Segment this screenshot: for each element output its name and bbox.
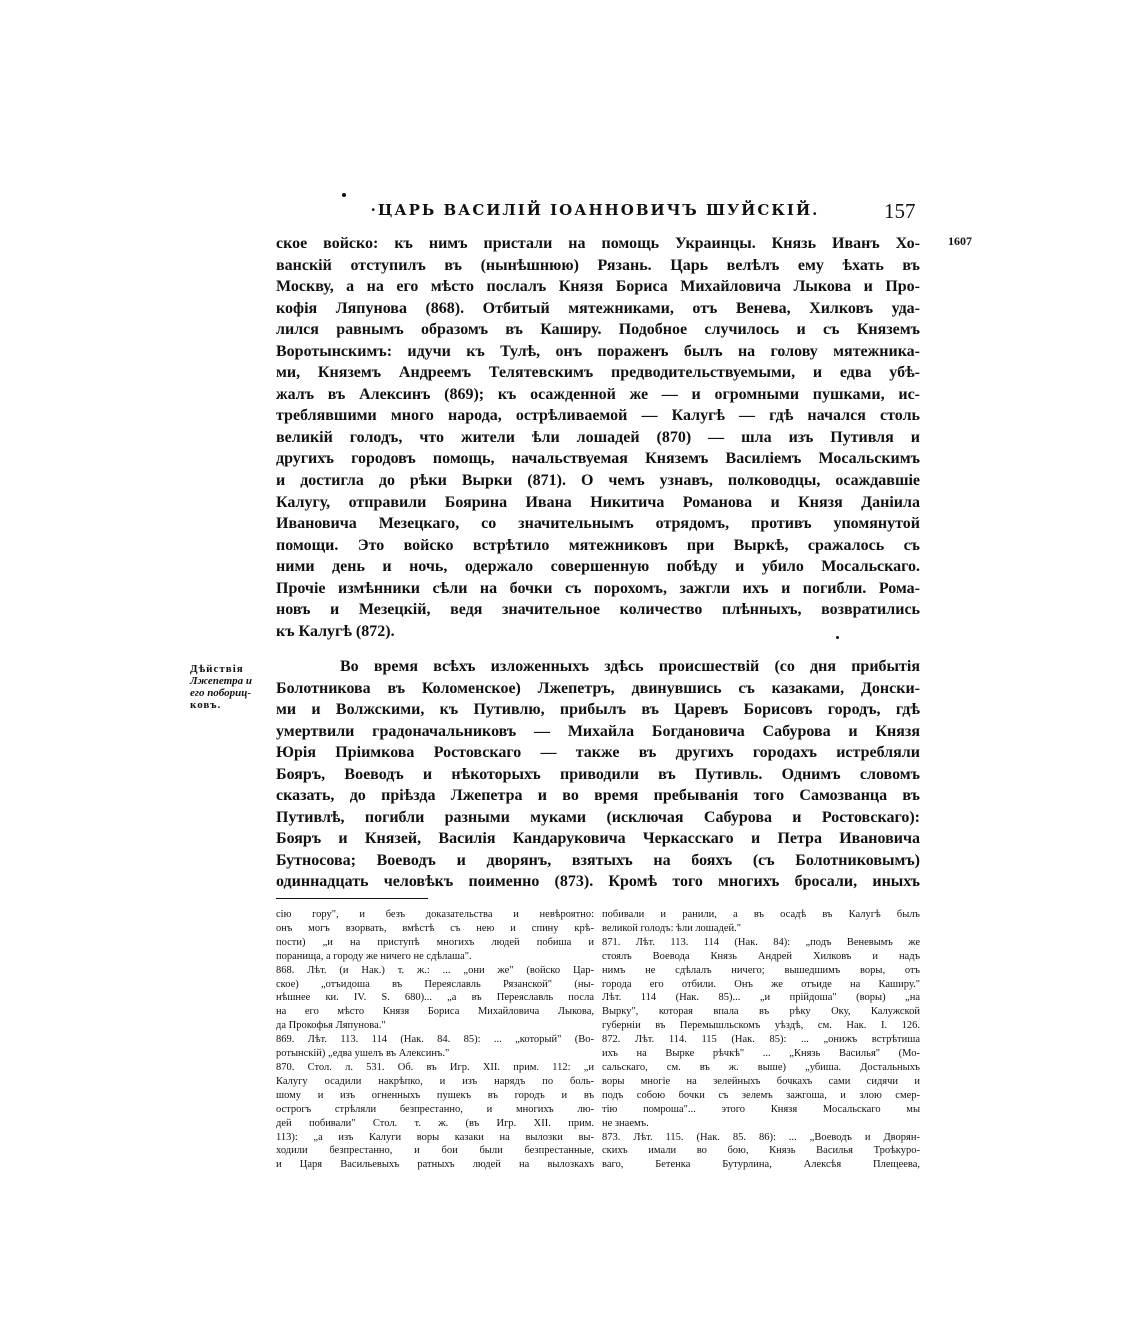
text-line: и достигла до рѣки Вырки (871). О чемъ узнавъ, полководцы, осаждавшіе bbox=[276, 472, 920, 490]
text-line: великій голодъ, что жители ѣли лошадей (870) — шла изъ Путивля и bbox=[276, 428, 920, 446]
footnote-line: 870. Стол. л. 531. Об. въ Игр. XII. прим. 112: „и bbox=[276, 1061, 594, 1073]
text-line: Юрія Пріимкова Ростовскаго — также въ другихъ городахъ истребляли bbox=[276, 744, 920, 762]
text-line: помощи. Это войско встрѣтило мятежниковъ при Выркѣ, сражалось съ bbox=[276, 536, 920, 554]
text-line: Бутносова; Воеводъ и дворянъ, взятыхъ на бояхъ (съ Болотниковымъ) bbox=[276, 851, 920, 869]
ink-dot bbox=[342, 193, 346, 197]
footnote-line: Калугу осадили накрѣпко, и изъ нарядъ по боль- bbox=[276, 1075, 594, 1087]
text-line: другихъ городовъ помощь, начальствуемая Княземъ Василіемъ Мосальскимъ bbox=[276, 450, 920, 468]
footnotes-right-column bbox=[602, 908, 920, 1172]
side-note-line: ковъ. bbox=[190, 699, 222, 711]
footnote-line: сію гору", и безъ доказательства и невѣроятно: bbox=[276, 909, 594, 920]
side-note bbox=[190, 663, 272, 711]
text-line: треблявшими много народа, острѣливаемой — Калугѣ — гдѣ начался столь bbox=[276, 407, 920, 425]
footnote-line: ихъ на Вырке рѣчкѣ" ... „Князь Василья" (Мо- bbox=[602, 1048, 920, 1060]
footnote-line: 873. Лѣт. 115. (Нак. 85. 86): ... „Воеводъ и Дворян- bbox=[602, 1131, 920, 1143]
text-line: Москву, а на его мѣсто послалъ Князя Бориса Михайловича Лыкова и Про- bbox=[276, 278, 920, 296]
text-line: Путивлѣ, погибли разными муками (исключая Сабурова и Ростовскаго): bbox=[276, 808, 920, 826]
footnote-line: Лѣт. 114 (Нак. 85)... „и прійдоша" (воры) „на bbox=[602, 992, 920, 1004]
text-line: ми и Волжскими, къ Путивлю, прибылъ въ Царевъ Борисовъ городъ, гдѣ bbox=[276, 701, 920, 719]
footnote-line: нимъ не сдѣлалъ ничего; вышедшимъ воры, отъ bbox=[602, 964, 920, 976]
footnote-line: великой голодъ: ѣли лошадей." bbox=[602, 922, 742, 934]
text-line: Прочіе измѣнники сѣли на бочки съ порохомъ, зажгли ихъ и погибли. Рома- bbox=[276, 579, 920, 597]
footnote-line: тію помроша"... этого Князя Мосальскаго мы bbox=[602, 1103, 920, 1115]
text-line: Воротынскимъ: идучи къ Тулѣ, онъ пораженъ былъ на голову мятежника- bbox=[276, 342, 920, 360]
text-line: Бояръ и Князей, Василія Кандаруковича Черкасскаго и Петра Ивановича bbox=[276, 830, 920, 848]
text-line: ми, Княземъ Андреемъ Телятевскимъ предводительствуемыми, и едва убѣ- bbox=[276, 364, 920, 382]
text-line: Калугу, отправили Боярина Ивана Никитича Романова и Князя Даніила bbox=[276, 493, 920, 511]
text-line: Ивановича Мезецкаго, со значительнымъ отрядомъ, противъ упомянутой bbox=[276, 515, 920, 533]
text-line: умертвили градоначальниковъ — Михайла Богдановича Сабурова и Князя bbox=[276, 722, 920, 740]
footnote-line: 113): „а изъ Калуги воры казаки на вылозки вы- bbox=[276, 1131, 594, 1143]
text-line: ское войско: къ нимъ пристали на помощь Украинцы. Князь Иванъ Хо- bbox=[276, 235, 920, 252]
footnote-line: ваго, Бетенка Бутурлина, Алексѣя Плещеева, bbox=[602, 1159, 920, 1171]
footnote-line: скихъ имали во бою, Князь Василья Троѣкуро- bbox=[602, 1145, 920, 1157]
footnote-line: и Царя Васильевыхъ ратныхъ людей на вылозкахъ bbox=[276, 1159, 594, 1171]
text-line: жалъ въ Алексинъ (869); къ осажденной же — и огромными пушками, ис- bbox=[276, 385, 920, 403]
footnote-line: ходили безпрестанно, и бои были безпрестанные, bbox=[276, 1145, 594, 1157]
ink-dot bbox=[836, 636, 839, 639]
footnote-line: Вырку", которая впала въ рѣку Оку, Калужской bbox=[602, 1006, 920, 1018]
footnote-line: побивали и ранили, а въ осадѣ въ Калугѣ былъ bbox=[602, 909, 920, 920]
text-line: сказать, до пріѣзда Лжепетра и во время пребыванія того Самозванца въ bbox=[276, 787, 920, 805]
text-line: Бояръ, Воеводъ и нѣкоторыхъ приводили въ Путивль. Однимъ словомъ bbox=[276, 765, 920, 783]
paragraph-1 bbox=[276, 233, 920, 642]
margin-year: 1607 bbox=[948, 234, 972, 248]
footnote-separator bbox=[276, 898, 428, 899]
footnote-line: нѣшнее ки. IV. S. 680)... „а въ Переяславль посла bbox=[276, 992, 594, 1004]
footnotes-left-column bbox=[276, 908, 594, 1172]
footnote-line: города его отбили. Онъ же отъиде на Каширу." bbox=[602, 978, 920, 990]
footnote-line: онъ могъ взорвать, вмѣстѣ съ нею и спину крѣ- bbox=[276, 922, 594, 934]
footnote-line: сальскаго, см. въ ж. выше) „убиша. Достальныхъ bbox=[602, 1061, 920, 1073]
footnote-line: 869. Лѣт. 113. 114 (Нак. 84. 85): ... „который" (Во- bbox=[276, 1034, 594, 1046]
paragraph-2 bbox=[276, 656, 920, 893]
footnote-line: 872. Лѣт. 114. 115 (Нак. 85): ... „онижъ встрѣтиша bbox=[602, 1034, 920, 1046]
text-line: Во время всѣхъ изложенныхъ здѣсь происшествій (со дня прибытія bbox=[340, 658, 920, 675]
footnote-line: ское) „отъидоша въ Переяславль Рязанской" (ны- bbox=[276, 978, 594, 990]
text-line: къ Калугѣ (872). bbox=[276, 622, 395, 640]
footnote-line: поранища, а городу же ничего не сдѣлаша". bbox=[276, 950, 472, 962]
footnote-line: да Прокофья Ляпунова." bbox=[276, 1020, 386, 1032]
footnote-line: губерніи въ Перемышльскомъ уѣздѣ, см. Нак. I. 126. bbox=[602, 1020, 920, 1032]
page-number: 157 bbox=[884, 199, 916, 223]
footnote-line: острогъ стрѣляли безпрестанно, и многихъ лю- bbox=[276, 1103, 594, 1115]
footnote-line: пости) „и на приступѣ многихъ людей побиша и bbox=[276, 936, 594, 948]
side-note-line: Дѣйствія bbox=[190, 663, 244, 675]
footnote-line: дей побивали" Стол. т. ж. (въ Игр. XII. прим. bbox=[276, 1117, 594, 1129]
footnote-line: стоялъ Воевода Князь Андрей Хилковъ и надъ bbox=[602, 950, 920, 962]
running-head: ·ЦАРЬ ВАСИЛІЙ ІОАННОВИЧЪ ШУЙСКІЙ. bbox=[370, 201, 820, 219]
footnote-line: 871. Лѣт. 113. 114 (Нак. 84): „подъ Веневымъ же bbox=[602, 936, 920, 948]
text-line: Болотникова въ Коломенское) Лжепетръ, двинувшись съ казаками, Донски- bbox=[276, 679, 920, 697]
text-line: ванскій отступилъ въ (нынѣшнюю) Рязань. Царь велѣлъ ему ѣхать въ bbox=[276, 256, 920, 274]
text-line: ними день и ночь, одержало совершенную побѣду и убило Мосальскаго. bbox=[276, 558, 920, 576]
footnote-line: шому и изъ огненныхъ пушекъ въ городъ и въ bbox=[276, 1089, 594, 1101]
text-line: одиннадцать человѣкъ поименно (873). Кромѣ того многихъ бросали, иныхъ bbox=[276, 873, 920, 891]
text-line: новъ и Мезецкій, ведя значительное количество плѣнныхъ, возвратились bbox=[276, 601, 920, 619]
footnote-line: на его мѣсто Князя Бориса Михайловича Лыкова, bbox=[276, 1006, 594, 1018]
footnote-line: воры многіе на зелейныхъ бочкахъ сами сидячи и bbox=[602, 1075, 920, 1087]
footnote-line: не знаемъ. bbox=[602, 1117, 649, 1129]
text-line: лился равнымъ образомъ въ Каширу. Подобное случилось и съ Княземъ bbox=[276, 321, 920, 339]
text-line: кофія Ляпунова (868). Отбитый мятежниками, отъ Венева, Хилковъ уда- bbox=[276, 299, 920, 317]
side-note-line: Лжепетра и bbox=[190, 675, 253, 687]
footnote-line: 868. Лѣт. (и Нак.) т. ж.: ... „они же" (войско Цар- bbox=[276, 964, 594, 976]
footnote-line: подъ собою бочки съ зелемъ зажгоша, и злою смер- bbox=[602, 1089, 920, 1101]
side-note-line: его побориц- bbox=[190, 687, 252, 699]
footnote-line: ротынскій) „едва ушелъ въ Алексинъ." bbox=[276, 1048, 450, 1060]
